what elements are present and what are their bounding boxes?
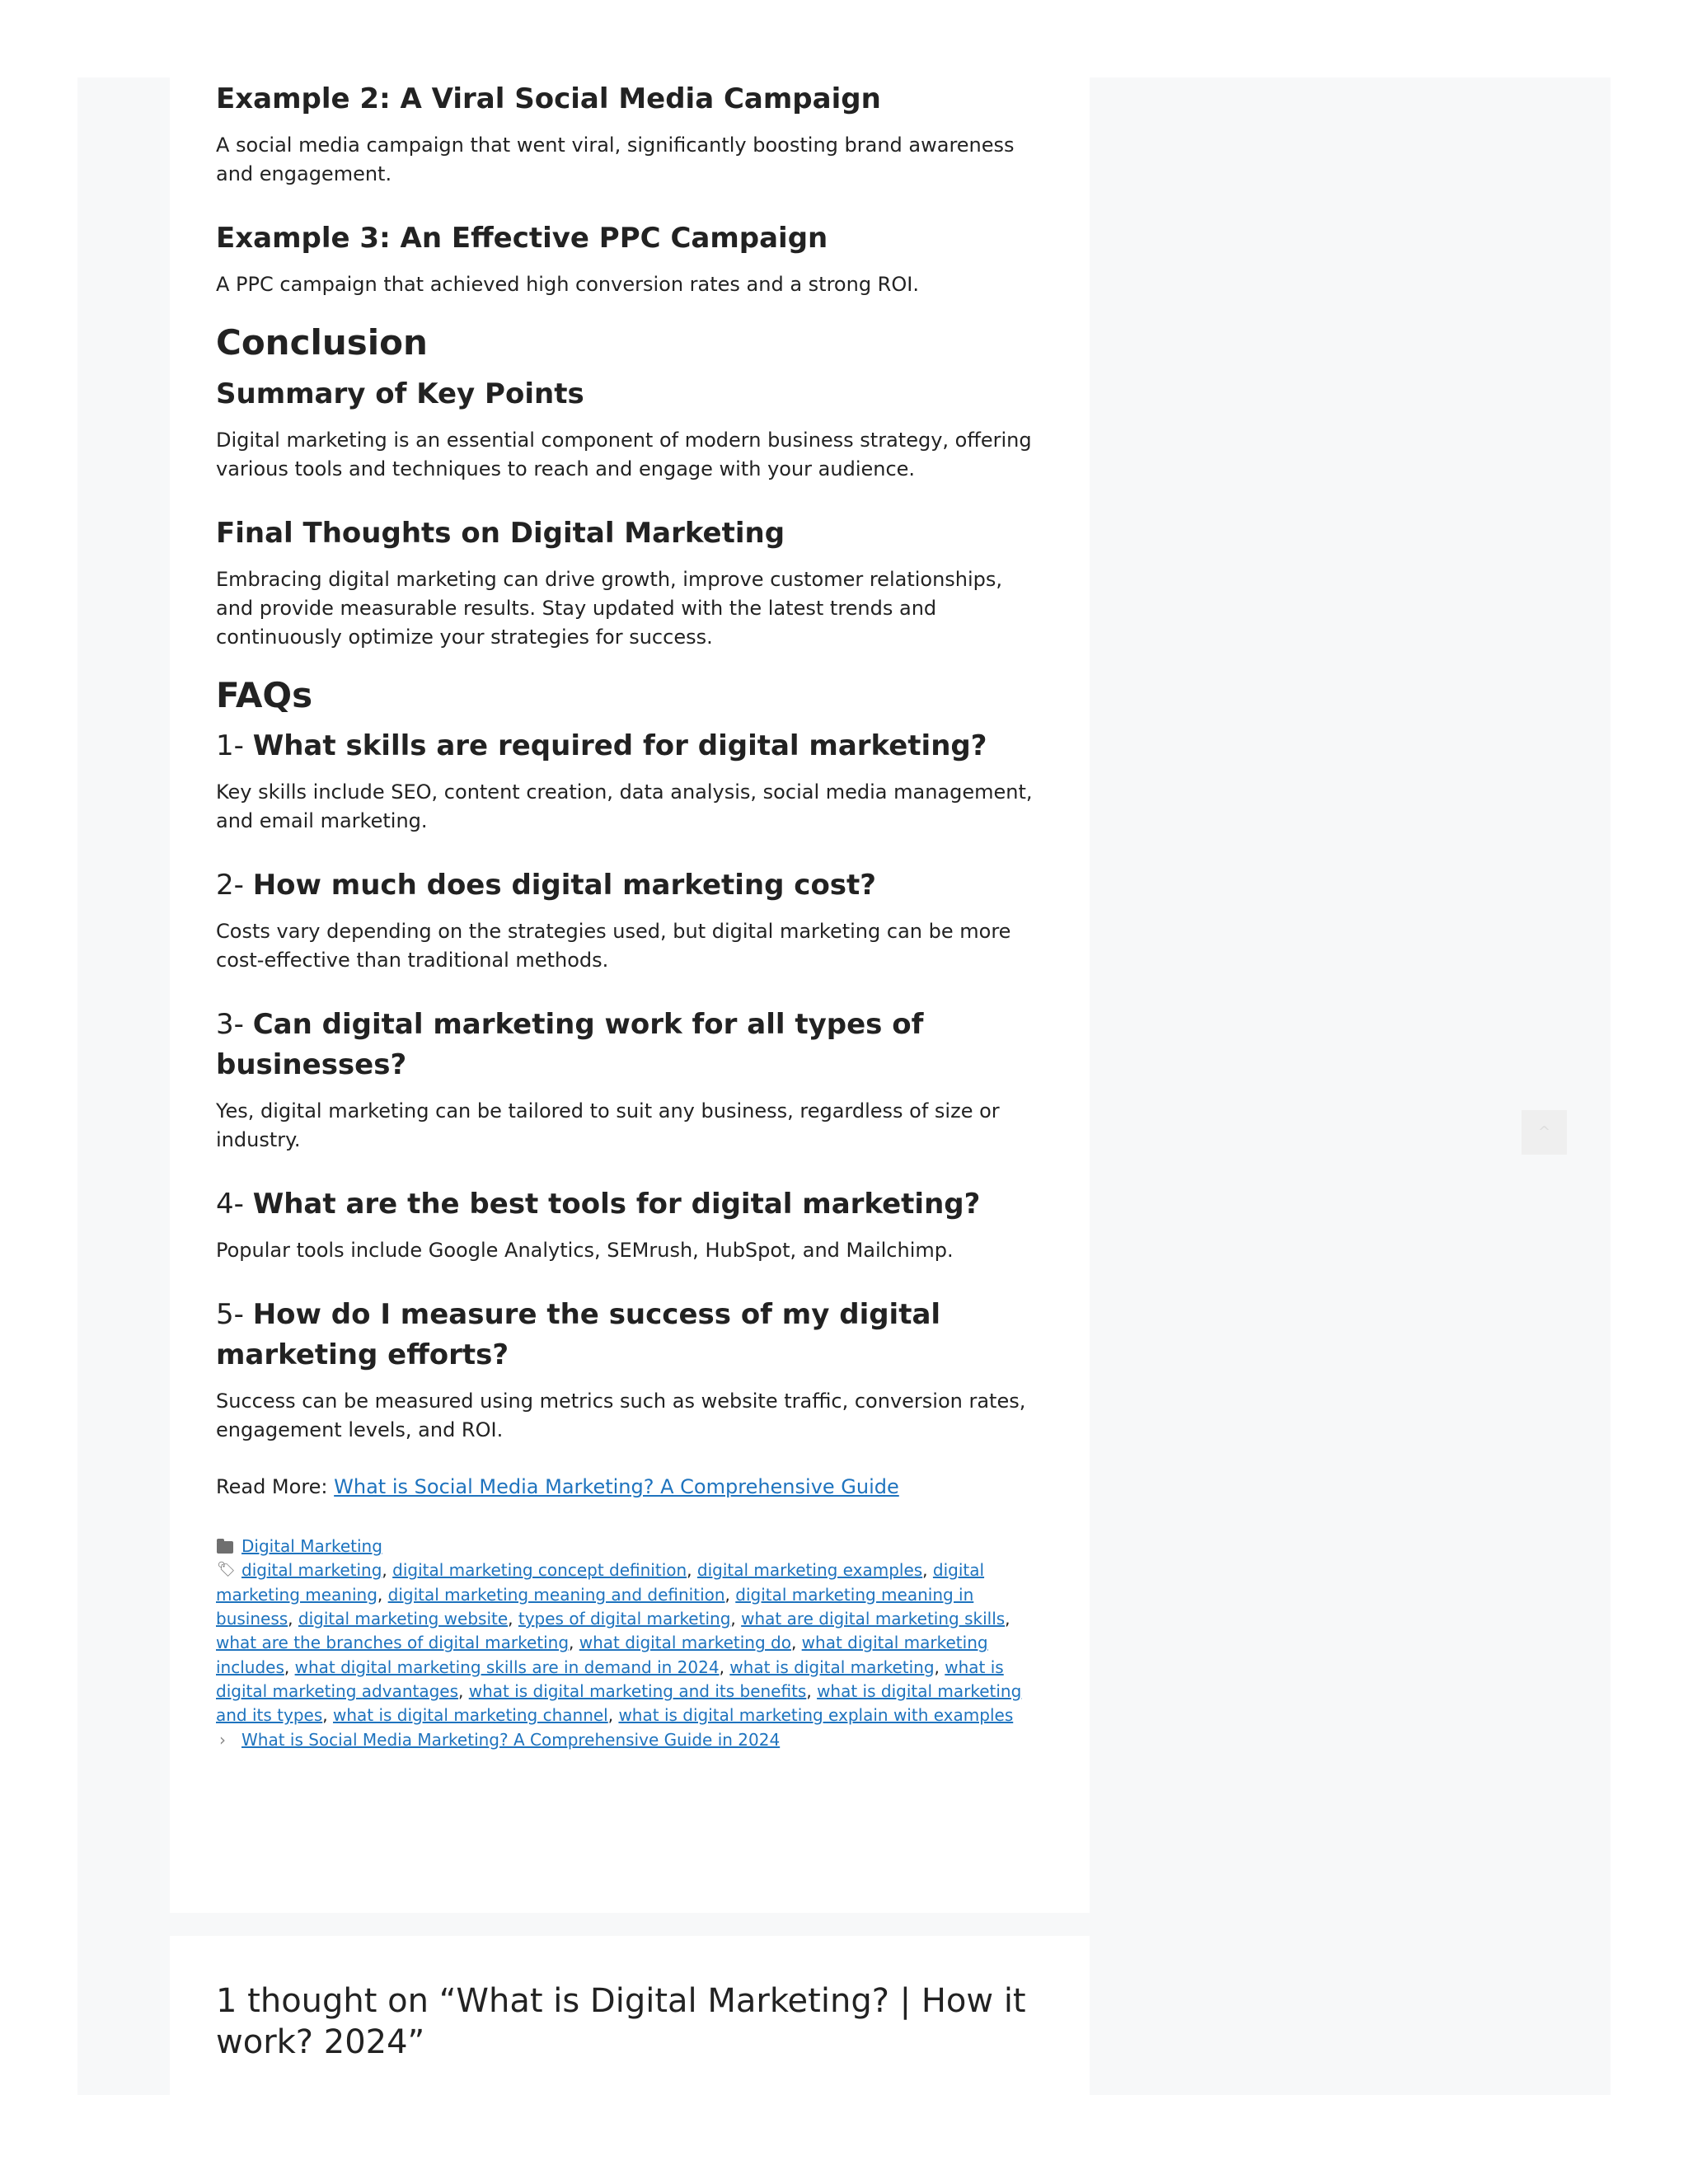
tags-row bbox=[216, 1558, 1043, 1727]
tag-separator: , bbox=[284, 1657, 295, 1677]
example-3-heading: Example 3: An Effective PPC Campaign bbox=[216, 222, 828, 255]
tag-link[interactable]: what is digital marketing advantages bbox=[216, 1657, 1004, 1701]
faq-number: 3- bbox=[216, 1008, 253, 1042]
tag-separator: , bbox=[607, 1705, 619, 1726]
faq-question-text: What are the best tools for digital marketing? bbox=[252, 1188, 981, 1221]
tag-link[interactable]: what is digital marketing and its benefits bbox=[468, 1680, 807, 1701]
faq-question bbox=[216, 1005, 1043, 1085]
example-2-text: A social media campaign that went viral, significantly boosting brand awareness and engagement. bbox=[216, 134, 1015, 185]
tag-separator: , bbox=[934, 1657, 945, 1677]
tag-separator: , bbox=[790, 1633, 802, 1653]
back-to-top-button[interactable] bbox=[1522, 1110, 1567, 1155]
tag-link[interactable]: what is digital marketing bbox=[729, 1657, 935, 1677]
faq-answer: Costs vary depending on the strategies used, but digital marketing can be more cost-effective than traditional methods. bbox=[216, 920, 1011, 972]
chevron-right-icon: › bbox=[219, 1729, 226, 1750]
tag-separator: , bbox=[806, 1680, 818, 1701]
faq-question-text: How do I measure the success of my digital marketing efforts? bbox=[216, 1298, 941, 1372]
tag-link[interactable]: digital marketing examples bbox=[696, 1560, 923, 1581]
read-more-link[interactable]: What is Social Media Marketing? A Comprehensive Guide bbox=[334, 1475, 899, 1499]
folder-icon bbox=[217, 1541, 233, 1554]
tag-link[interactable]: digital marketing concept definition bbox=[392, 1560, 687, 1581]
tag-link[interactable]: digital marketing website bbox=[298, 1609, 509, 1629]
next-post-row bbox=[216, 1728, 1043, 1752]
tag-icon: 🏷︎ bbox=[217, 1561, 236, 1579]
faq-answer: Key skills include SEO, content creation, data analysis, social media management, and email marketing. bbox=[216, 780, 1033, 833]
faqs-heading: FAQs bbox=[216, 674, 313, 715]
comments-section bbox=[170, 1936, 1090, 2095]
conclusion-heading: Conclusion bbox=[216, 322, 428, 363]
tag-separator: , bbox=[922, 1560, 933, 1581]
tag-link[interactable]: what digital marketing includes bbox=[216, 1633, 988, 1677]
tag-separator: , bbox=[288, 1609, 298, 1629]
faq-number: 2- bbox=[216, 869, 253, 902]
tag-link[interactable]: what are the branches of digital marketing bbox=[216, 1633, 570, 1653]
entry-meta bbox=[216, 1535, 1043, 1752]
faq-number: 5- bbox=[216, 1298, 253, 1332]
read-more bbox=[216, 1473, 1043, 1502]
faq-answer: Yes, digital marketing can be tailored to suit any business, regardless of size or industry. bbox=[216, 1099, 1000, 1152]
example-2-heading: Example 2: A Viral Social Media Campaign bbox=[216, 82, 881, 115]
tag-separator: , bbox=[508, 1609, 518, 1629]
next-post-link[interactable]: What is Social Media Marketing? A Comprehensive Guide in 2024 bbox=[241, 1729, 781, 1750]
article-content bbox=[170, 77, 1090, 1913]
tag-link[interactable]: digital marketing meaning bbox=[216, 1560, 985, 1605]
tag-link[interactable]: digital marketing meaning and definition bbox=[387, 1584, 725, 1605]
tag-separator: , bbox=[719, 1657, 730, 1677]
final-thoughts-text: Embracing digital marketing can drive growth, improve customer relationships, and provide measurable results. Stay updated with the latest trends and continuously optimize your strategies for success. bbox=[216, 567, 1003, 649]
faq-number: 4- bbox=[216, 1188, 253, 1221]
tag-separator: , bbox=[322, 1705, 333, 1726]
example-3-text: A PPC campaign that achieved high conversion rates and a strong ROI. bbox=[216, 273, 919, 296]
summary-heading: Summary of Key Points bbox=[216, 377, 584, 410]
tag-separator: , bbox=[687, 1560, 697, 1581]
tag-separator: , bbox=[724, 1584, 736, 1605]
tag-link[interactable]: what are digital marketing skills bbox=[741, 1609, 1006, 1629]
read-more-label: Read More: bbox=[216, 1475, 335, 1499]
tag-link[interactable]: what digital marketing do bbox=[579, 1633, 791, 1653]
faq-question-text: What skills are required for digital marketing? bbox=[252, 729, 987, 763]
faq-question-text: How much does digital marketing cost? bbox=[252, 869, 877, 902]
tag-link[interactable]: types of digital marketing bbox=[518, 1609, 731, 1629]
chevron-up-icon: ^ bbox=[1537, 1123, 1551, 1141]
tag-link[interactable]: what digital marketing skills are in demand in 2024 bbox=[294, 1657, 720, 1677]
tag-separator: , bbox=[382, 1560, 393, 1581]
faq-answer: Popular tools include Google Analytics, SEMrush, HubSpot, and Mailchimp. bbox=[216, 1239, 954, 1263]
faq-question-text: Can digital marketing work for all types of businesses? bbox=[216, 1008, 924, 1082]
faq-number: 1- bbox=[216, 729, 253, 763]
tag-link[interactable]: what is digital marketing and its types bbox=[216, 1680, 1022, 1726]
tag-separator: , bbox=[1005, 1609, 1010, 1629]
final-thoughts-heading: Final Thoughts on Digital Marketing bbox=[216, 516, 785, 550]
faq-question bbox=[216, 865, 1043, 906]
faq-question bbox=[216, 1295, 1043, 1376]
category-row bbox=[216, 1535, 1043, 1558]
faq-question bbox=[216, 1184, 1043, 1225]
tag-link[interactable]: what is digital marketing explain with examples bbox=[618, 1705, 1014, 1726]
category-link[interactable]: Digital Marketing bbox=[241, 1536, 382, 1557]
tag-separator: , bbox=[569, 1633, 579, 1653]
tag-link[interactable]: digital marketing meaning in business bbox=[216, 1584, 974, 1629]
tag-separator: , bbox=[377, 1584, 388, 1605]
faq-answer: Success can be measured using metrics such as website traffic, conversion rates, engagement levels, and ROI. bbox=[216, 1390, 1026, 1442]
tag-link[interactable]: digital marketing bbox=[241, 1560, 382, 1581]
tag-separator: , bbox=[458, 1680, 469, 1701]
summary-text: Digital marketing is an essential component of modern business strategy, offering various tools and techniques to reach and engage with your audience. bbox=[216, 428, 1032, 480]
tag-separator: , bbox=[730, 1609, 742, 1629]
faq-question bbox=[216, 726, 1043, 766]
comments-title: 1 thought on “What is Digital Marketing? | How it work? 2024” bbox=[216, 1982, 1026, 2061]
tag-link[interactable]: what is digital marketing channel bbox=[332, 1705, 608, 1726]
